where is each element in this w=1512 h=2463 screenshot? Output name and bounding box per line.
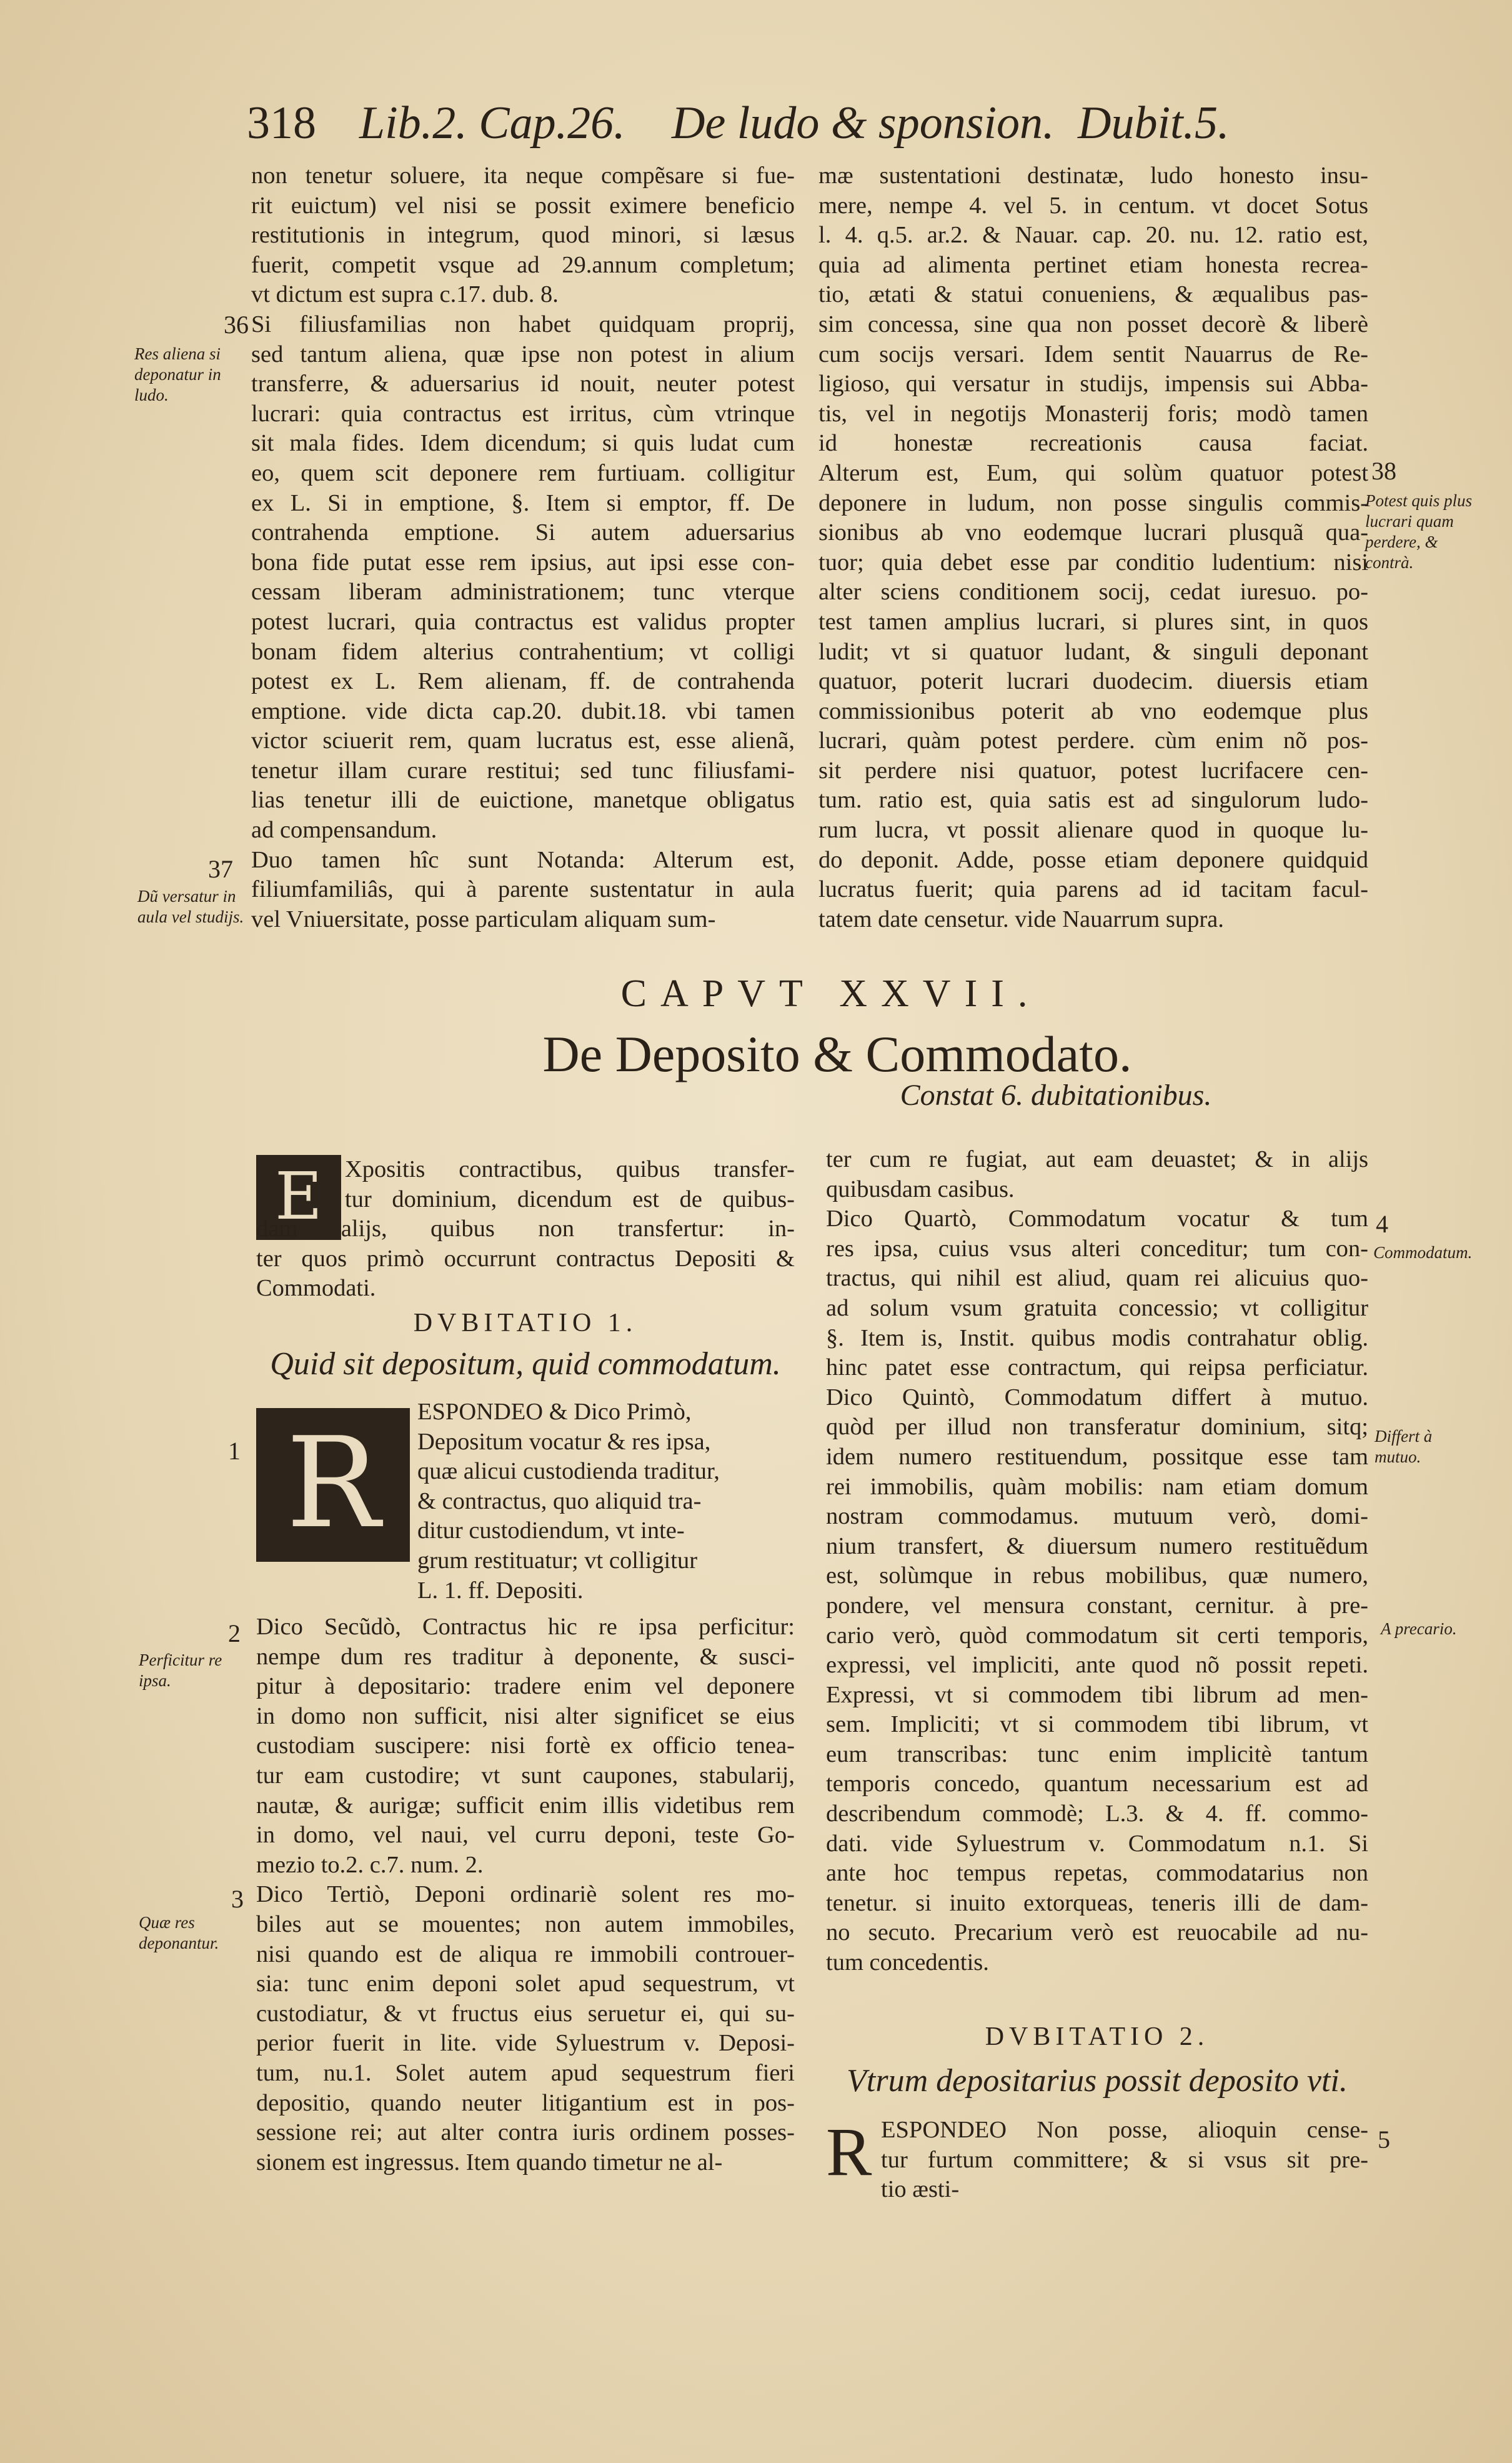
text-line: rei immobilis, quàm mobilis: nam etiam domum	[826, 1473, 1368, 1500]
text-line: describendum commodè; L.3. & 4. ff. commo-	[826, 1801, 1368, 1827]
text-line: ter quos primò occurrunt contractus Depositi &	[256, 1245, 795, 1272]
text-line: sit mala fides. Idem dicendum; si quis ludat cum	[251, 430, 795, 457]
text-line: Dico Quintò, Commodatum differt à mutuo.	[826, 1384, 1368, 1411]
text-line: ESPONDEO Non posse, alioquin cense-	[881, 2117, 1368, 2143]
text-line: bona fide putat esse rem ipsius, aut ipsi esse con-	[251, 549, 795, 576]
text-line: deponere in ludum, non posse singulis commis-	[818, 489, 1368, 516]
text-line: do deponit. Adde, posse etiam deponere quidquid	[818, 846, 1368, 873]
text-line: expressi, vel impliciti, ante quod nõ possit repeti.	[826, 1652, 1368, 1679]
chapter-label: CAPVT XXVII.	[620, 972, 1042, 1015]
text-line: sia: tunc enim deponi solet apud sequestrum, vt	[256, 1971, 795, 1997]
text-line: tuor; quia debet esse par conditio ludentium: nisi	[818, 549, 1368, 576]
text-line: sim concessa, sine qua non posset decorè & liberè	[818, 311, 1368, 337]
text-line: res ipsa, cuius vsus alteri conceditur; tum con-	[826, 1235, 1368, 1262]
text-line: tur dominium, dicendum est de quibus-	[345, 1186, 795, 1212]
margin-number-38: 38	[1371, 457, 1396, 485]
dubitatio-1-initial-text	[417, 1397, 795, 1606]
margin-number-2: 2	[228, 1619, 241, 1647]
margin-number-36: 36	[224, 311, 249, 339]
text-line: eum transcribas: tunc enim implicitè tantum	[826, 1741, 1368, 1767]
text-line: nostram commodamus. mutuum verò, domi-	[826, 1503, 1368, 1530]
text-line: depositio, quando neuter litigantium est in pos-	[256, 2089, 795, 2116]
margin-note-potest-quis: Potest quis plus lucrari quam perdere, & contrà.	[1365, 491, 1473, 572]
text-line: Si filiusfamilias non habet quidquam proprij,	[251, 311, 795, 337]
text-line: dati. vide Syluestrum v. Commodatum n.1. Si	[826, 1830, 1368, 1857]
text-line: in domo, vel naui, vel curru deponi, teste Go-	[256, 1822, 795, 1849]
text-line: pitur à depositario: tradere enim vel deponere	[256, 1673, 795, 1700]
text-line: tenetur. si inuito extorqueas, teneris illi de dam-	[826, 1889, 1368, 1916]
text-line: custodiam suscipere: nisi fortè ex officio tenea-	[256, 1732, 795, 1759]
text-line: ex L. Si in emptione, §. Item si emptor, ff. De	[251, 489, 795, 516]
text-line: Xpositis contractibus, quibus transfer-	[345, 1156, 795, 1182]
text-line: bonam fidem alterius contrahentium; vt colligi	[251, 638, 795, 665]
dubitatio-2-heading: DVBITATIO 2.	[985, 2022, 1210, 2051]
text-line: tur furtum committere; & si vsus sit pre-	[881, 2146, 1368, 2173]
page-number: 318	[247, 97, 316, 149]
text-line: quòd per illud non transferatur dominium, sitq;	[826, 1414, 1368, 1441]
text-line: quatuor, poterit lucrari duodecim. diuersis etiam	[818, 668, 1368, 695]
text-line: Dico Tertiò, Deponi ordinariè solent res mo-	[256, 1881, 795, 1908]
text-line: tis, vel in negotijs Monasterij foris; modò tamen	[818, 400, 1368, 427]
margin-note-quae-res: Quæ res deponantur.	[139, 1913, 219, 1952]
text-line: sionibus ab vno eodemque lucrari plusquã qua-	[818, 519, 1368, 546]
margin-note-aula: Dũ versatur in aula vel studijs.	[137, 887, 244, 926]
text-line: sessione rei; aut alter contra iuris ordinem posses-	[256, 2119, 795, 2146]
text-line: cessam liberam administrationem; tunc vterque	[251, 579, 795, 606]
text-line: ESPONDEO & Dico Primò,	[417, 1399, 692, 1425]
text-line: L. 1. ff. Depositi.	[417, 1577, 584, 1604]
text-line: Expressi, vt si commodem tibi librum ad men-	[826, 1681, 1368, 1708]
text-line: Commodati.	[256, 1275, 376, 1302]
text-line: lias tenetur illi de euictione, manetque obligatus	[251, 787, 795, 814]
text-line: in domo non sufficit, nisi alter significet se eius	[256, 1702, 795, 1729]
text-line: cario verò, quòd commodatum sit certi temporis,	[826, 1622, 1368, 1649]
text-line: ad compensandum.	[251, 817, 437, 844]
text-line: no secuto. Precarium verò est reuocabile ad nu-	[826, 1919, 1368, 1946]
text-line: Duo tamen hîc sunt Notanda: Alterum est,	[251, 846, 795, 873]
text-line: quia ad alimenta pertinet etiam honesta recrea-	[818, 251, 1368, 278]
text-line: filiumfamiliâs, qui à parente sustentatur in aula	[251, 876, 795, 903]
text-line: potest ex L. Rem alienam, ff. de contrahenda	[251, 668, 795, 695]
initial-r-dub2: R	[826, 2114, 872, 2190]
text-line: idem numero restituendum, possitque esse tam	[826, 1443, 1368, 1470]
text-line: non tenetur soluere, ita neque compẽsare si fue-	[251, 162, 795, 189]
margin-number-1: 1	[228, 1437, 241, 1465]
text-line: tio, ætati & statui conueniens, & æqualibus pas-	[818, 281, 1368, 308]
text-line: l. 4. q.5. ar.2. & Nauar. cap. 20. nu. 12. ratio est,	[818, 222, 1368, 249]
text-line: vel Vniuersitate, posse particulam aliquam sum-	[251, 906, 716, 932]
text-line: custodiatur, & vt fructus eius seruetur ei, qui su-	[256, 2000, 795, 2027]
dubitatio-2-text	[881, 2116, 1368, 2205]
dubitatio-2-question: Vtrum depositarius possit deposito vti.	[847, 2063, 1348, 2099]
margin-note-perficitur: Perficitur re ipsa.	[139, 1651, 222, 1690]
margin-number-37: 37	[208, 855, 233, 883]
text-line: pondere, vel mensura constant, cernitur. à pre-	[826, 1592, 1368, 1619]
text-line: rit euictum) vel nisi se possit eximere beneficio	[251, 192, 795, 219]
text-line: fuerit, competit vsque ad 29.annum completum;	[251, 251, 795, 278]
text-line: ludit; vt si quatuor ludant, & singuli deponant	[818, 638, 1368, 665]
text-line: sed tantum aliena, quæ ipse non potest in alium	[251, 341, 795, 367]
text-line: ter cum re fugiat, aut eam deuastet; & in alijs	[826, 1146, 1368, 1172]
text-line: victor sciuerit rem, quam lucratus est, esse alienã,	[251, 727, 795, 754]
bottom-right-column	[826, 1145, 1368, 1978]
text-line: emptione. vide dicta cap.20. dubit.18. vbi tamen	[251, 697, 795, 724]
dubitatio-reference: Dubit.5.	[1078, 97, 1230, 149]
text-line: contrahenda emptione. Si autem aduersarius	[251, 519, 795, 546]
text-line: rum lucra, vt possit alienare quod in quoque lu-	[818, 817, 1368, 844]
text-line: sit perdere nisi quatuor, potest lucrifacere cen-	[818, 757, 1368, 784]
book-chapter-reference: Lib.2. Cap.26.	[359, 97, 625, 149]
text-line: tenetur illam curare restitui; sed tunc filiusfami-	[251, 757, 795, 784]
text-line: mæ sustentationi destinatæ, ludo honesto insu-	[818, 162, 1368, 189]
text-line: biles aut se mouentes; non autem immobiles,	[256, 1911, 795, 1937]
text-line: Depositum vocatur & res ipsa,	[417, 1428, 711, 1455]
text-line: Dico Secũdò, Contractus hic re ipsa perficitur:	[256, 1614, 795, 1640]
margin-number-4: 4	[1376, 1210, 1388, 1238]
text-line: sionem est ingressus. Item quando timetur ne al-	[256, 2149, 723, 2176]
text-line: tractus, qui nihil est aliud, quam rei alicuius quo-	[826, 1265, 1368, 1292]
text-line: §. Item is, Instit. quibus modis contrahatur oblig.	[826, 1324, 1368, 1351]
text-line: nium transfert, & diuersum numero restituẽdum	[826, 1532, 1368, 1559]
text-line: lucrari, quàm potest perdere. cùm enim nõ pos-	[818, 727, 1368, 754]
text-line: perior fuerit in lite. vide Syluestrum v. Deposi-	[256, 2030, 795, 2057]
text-line: Alterum est, Eum, qui solùm quatuor potest	[818, 459, 1368, 486]
text-line: tio æsti-	[881, 2176, 960, 2203]
initial-e: E	[256, 1155, 341, 1240]
text-line: mezio to.2. c.7. num. 2.	[256, 1851, 484, 1878]
text-line: nisi quando est de aliqua re immobili controuer-	[256, 1941, 795, 1967]
text-line: temporis concedo, quantum necessarium est ad	[826, 1771, 1368, 1797]
text-line: cum socijs versari. Idem sentit Nauarrus de Re-	[818, 341, 1368, 367]
text-line: ante hoc tempus repetas, commodatarius non	[826, 1860, 1368, 1887]
text-line: est, solùmque in rebus mobilibus, quæ numero,	[826, 1562, 1368, 1589]
text-line: tum concedentis.	[826, 1949, 989, 1976]
margin-number-3: 3	[231, 1885, 244, 1913]
text-line: hinc patet esse contractum, qui reipsa perficiatur.	[826, 1354, 1368, 1381]
text-line: nempe dum res traditur à deponente, & susci-	[256, 1643, 795, 1670]
text-line: eo, quem scit deponere rem furtiuam. colligitur	[251, 459, 795, 486]
text-line: tum. ratio est, quia satis est ad singulorum ludo-	[818, 787, 1368, 814]
text-line: ligioso, qui versatur in studijs, impensis sui Abba-	[818, 371, 1368, 397]
text-line: & contractus, quo aliquid tra-	[417, 1487, 702, 1514]
text-line: mere, nempe 4. vel 5. in centum. vt docet Sotus	[818, 192, 1368, 219]
initial-r: R	[256, 1408, 410, 1562]
text-line: test tamen amplius lucrari, si plures sint, in quos	[818, 608, 1368, 635]
text-line: id honestæ recreationis causa faciat.	[818, 430, 1368, 457]
text-line: restitutionis in integrum, quod minori, si læsus	[251, 222, 795, 249]
margin-number-5: 5	[1378, 2126, 1390, 2154]
dubitatio-1-heading: DVBITATIO 1.	[413, 1309, 638, 1337]
text-line: quæ alicui custodienda traditur,	[417, 1458, 720, 1485]
text-line: vt dictum est supra c.17. dub. 8.	[251, 281, 559, 308]
dubitatio-1-question: Quid sit depositum, quid commodatum.	[270, 1346, 781, 1382]
margin-note-precario: A precario.	[1381, 1619, 1457, 1638]
text-line: transferre, & aduersarius id nouit, neuter potest	[251, 371, 795, 397]
text-line: sem. Impliciti; vt si commodem tibi librum, vt	[826, 1711, 1368, 1738]
top-left-column	[251, 161, 795, 934]
text-line: ditur custodiendum, vt inte-	[417, 1517, 685, 1544]
top-right-column	[818, 161, 1368, 934]
text-line: alter sciens conditionem socij, cedat iuresuo. po-	[818, 579, 1368, 606]
text-line: nautæ, & aurigæ; sufficit enim illis videtibus rem	[256, 1792, 795, 1819]
intro-text-indented	[345, 1155, 795, 1214]
running-title: De ludo & sponsion.	[672, 97, 1055, 149]
text-line: quibusdam casibus.	[826, 1176, 1015, 1202]
text-line: dam alijs, quibus non transfertur: in-	[256, 1216, 795, 1242]
text-line: tur eam custodire; vt sunt caupones, stabularij,	[256, 1762, 795, 1789]
text-line: lucratus fuerit; quia parens ad id tacitam facul-	[818, 876, 1368, 903]
dubitatio-1-text	[256, 1612, 795, 2177]
intro-text	[256, 1214, 795, 1304]
text-line: ad solum vsum gratuita concessio; vt colligitur	[826, 1294, 1368, 1321]
chapter-constat: Constat 6. dubitationibus.	[900, 1079, 1212, 1112]
margin-note-differt-mutuo: Differt à mutuo.	[1375, 1427, 1433, 1466]
text-line: potest lucrari, quia contractus est validus propter	[251, 608, 795, 635]
text-line: Dico Quartò, Commodatum vocatur & tum	[826, 1206, 1368, 1232]
running-header	[247, 94, 1284, 153]
text-line: tum, nu.1. Solet autem apud sequestrum fieri	[256, 2059, 795, 2086]
chapter-title: De Deposito & Commodato.	[542, 1026, 1132, 1082]
margin-note-commodatum: Commodatum.	[1373, 1243, 1473, 1262]
margin-note-res-aliena: Res aliena si deponatur in ludo.	[134, 344, 221, 404]
text-line: tatem date censetur. vide Nauarrum supra.	[818, 906, 1224, 932]
text-line: commissionibus poterit ab vno eodemque plus	[818, 697, 1368, 724]
text-line: grum restituatur; vt colligitur	[417, 1547, 698, 1574]
text-line: lucrari: quia contractus est irritus, cùm vtrinque	[251, 400, 795, 427]
